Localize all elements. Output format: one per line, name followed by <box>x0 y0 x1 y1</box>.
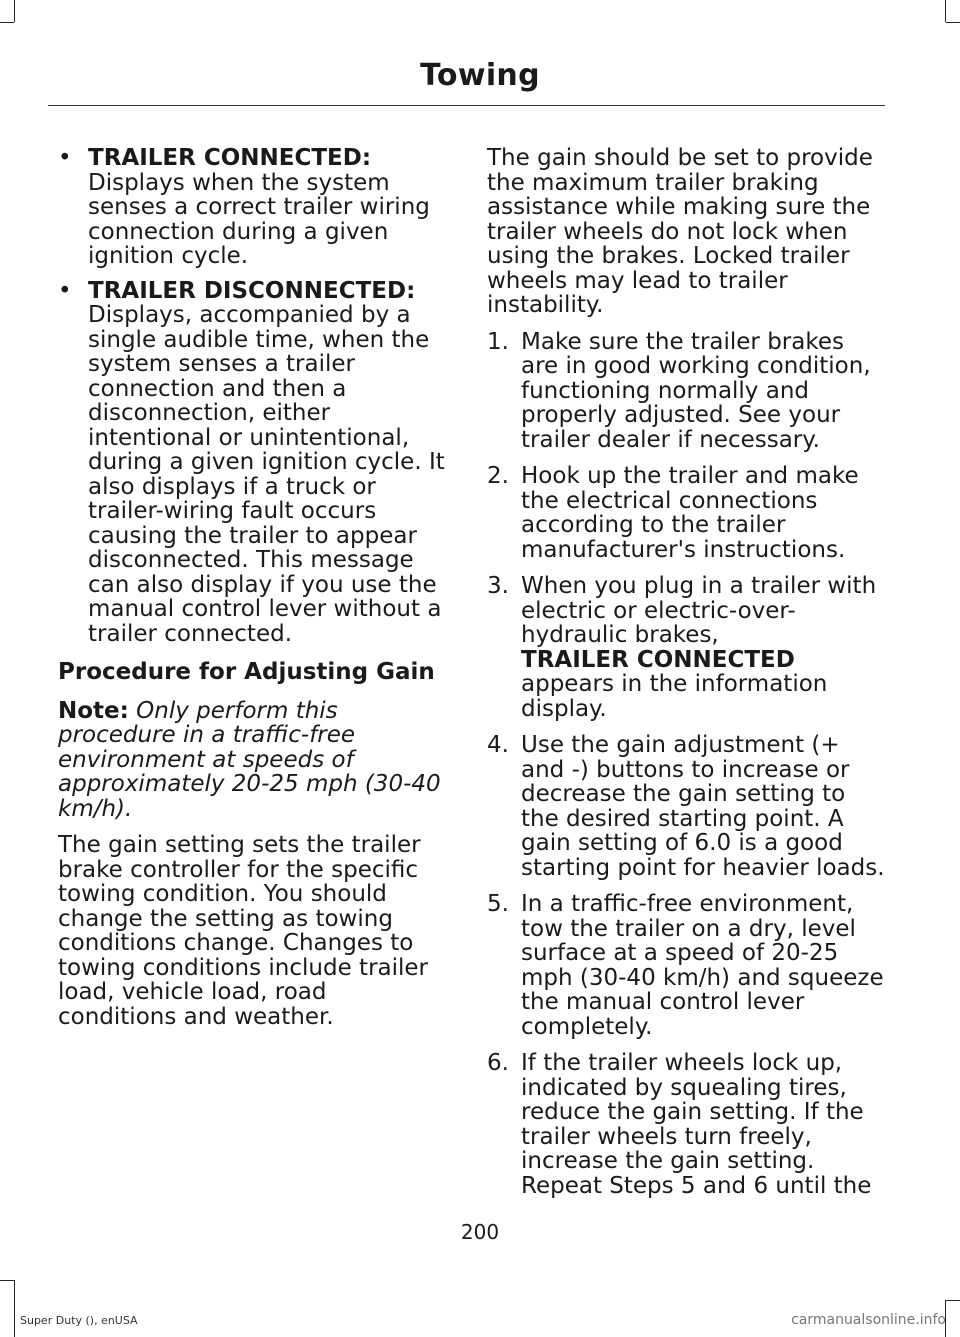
crop-mark <box>945 0 946 22</box>
bullet-term: TRAILER CONNECTED: <box>88 145 372 171</box>
step-text: When you plug in a trailer with electric or electric-over-hydraulic brakes, <box>521 573 877 648</box>
publication-label: Super Duty (), enUSA <box>20 1314 138 1327</box>
step-number: 5. <box>487 891 509 917</box>
bullet-text: Displays, accompanied by a single audible time, when the system senses a trailer connection and then a disconnection, either intentional or unintentional, during a given ignition cycle. It also displays if a truck or trailer-wiring fault occurs causing the trailer to appear disconnected. This message can also display if you use the manual control lever without a trailer connected. <box>88 302 445 647</box>
page-number: 200 <box>460 1220 500 1244</box>
step-item <box>487 574 887 721</box>
header-divider <box>48 105 885 106</box>
step-text-after: appears in the information display. <box>521 671 828 722</box>
step-bold-text: TRAILER CONNECTED <box>521 646 795 673</box>
paragraph: The gain setting sets the trailer brake controller for the specific towing condition. You should change the setting as towing conditions change. Changes to towing conditions include trailer load, vehicle load, road conditions and weather. <box>58 832 429 1030</box>
right-column <box>487 146 887 1210</box>
note <box>58 699 450 822</box>
intro-paragraph: The gain should be set to provide the maximum trailer braking assistance while making sure the trailer wheels do not lock when using the brakes. Locked trailer wheels may lead to trailer instability. <box>487 145 873 318</box>
step-number: 3. <box>487 573 509 599</box>
step-text: In a traffic-free environment, tow the trailer on a dry, level surface at a speed of 20-25 mph (30-40 km/h) and squeeze the manual control lever completely. <box>521 891 884 1040</box>
crop-mark <box>0 1280 14 1281</box>
crop-mark <box>0 22 14 23</box>
step-item <box>487 892 887 1039</box>
step-text: Make sure the trailer brakes are in good working condition, functioning normally and properly adjusted. See your trailer dealer if necessary. <box>521 328 871 453</box>
crop-mark <box>14 1280 15 1337</box>
crop-mark <box>14 0 15 22</box>
bullet-item <box>58 146 450 269</box>
bullet-text: Displays when the system senses a correct trailer wiring connection during a given ignition cycle. <box>88 169 430 269</box>
crop-mark <box>946 22 960 23</box>
step-item <box>487 733 887 880</box>
step-item <box>487 330 887 453</box>
watermark-link[interactable]: carmanualsonline.info <box>791 1312 946 1328</box>
step-item <box>487 464 887 562</box>
note-label: Note: <box>58 697 129 724</box>
step-number: 1. <box>487 328 509 355</box>
step-text: If the trailer wheels lock up, indicated by squealing tires, reduce the gain setting. If the trailer wheels turn freely, increase the gain setting. Repeat Steps 5 and 6 until the <box>521 1050 872 1199</box>
bullet-dot-icon: • <box>58 277 72 304</box>
step-text: Hook up the trailer and make the electrical connections according to the trailer manufacturer's instructions. <box>521 463 859 563</box>
crop-mark <box>946 1300 960 1301</box>
step-number: 4. <box>487 732 509 758</box>
note-text: Only perform this procedure in a traffic-free environment at speeds of approximately 20-25 mph (30-40 km/h). <box>58 697 441 822</box>
left-column <box>58 146 450 1041</box>
step-item <box>487 1051 887 1198</box>
bullet-item <box>58 279 450 647</box>
section-heading: Procedure for Adjusting Gain <box>58 659 435 685</box>
bullet-dot-icon: • <box>58 145 72 171</box>
step-number: 6. <box>487 1050 509 1076</box>
step-number: 2. <box>487 463 509 489</box>
bullet-term: TRAILER DISCONNECTED: <box>88 277 416 304</box>
page-title: Towing <box>420 58 540 93</box>
step-text: Use the gain adjustment (+ and -) buttons to increase or decrease the gain setting to the desired starting point. A gain setting of 6.0 is a good starting point for heavier loads. <box>521 732 885 881</box>
